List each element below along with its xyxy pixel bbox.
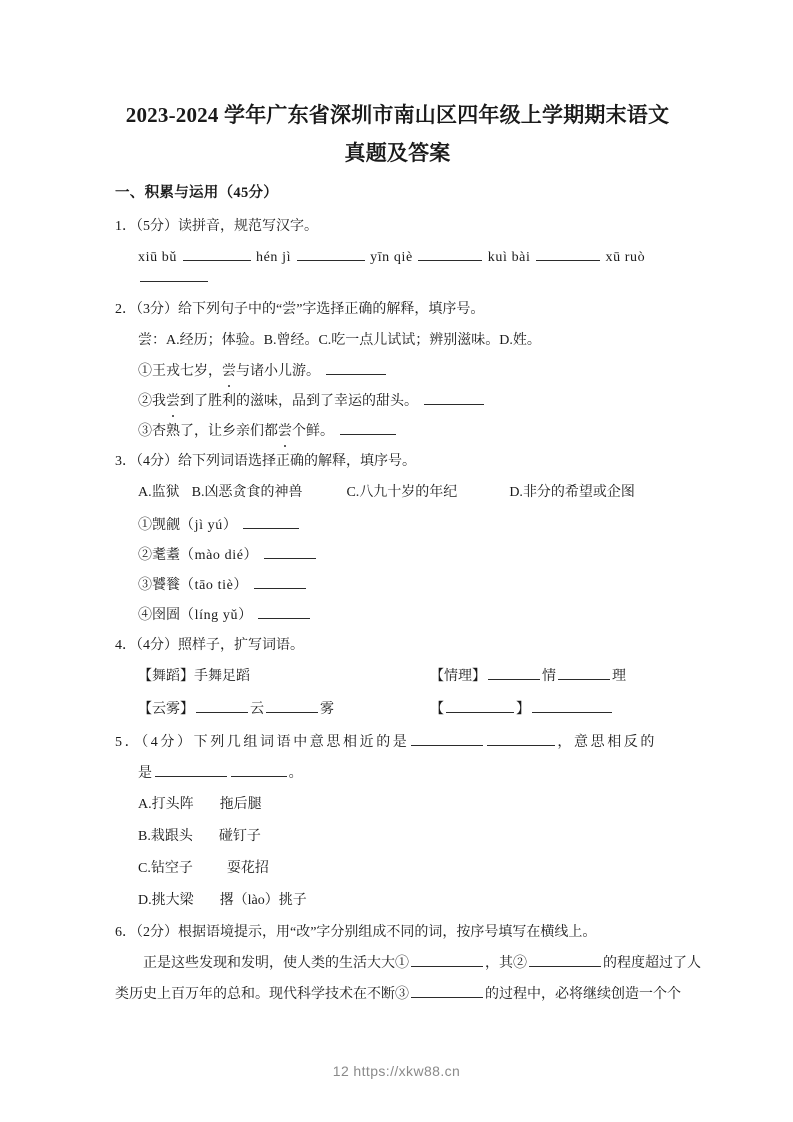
answer-blank[interactable]	[418, 247, 482, 261]
bracket-close: 】	[516, 702, 530, 717]
question-3-item-4	[115, 605, 681, 626]
section-heading: 一、积累与运用（45分）	[115, 185, 279, 201]
question-5-option-b[interactable]	[115, 826, 681, 847]
item-marker: ③	[138, 578, 152, 593]
answer-blank[interactable]	[196, 699, 248, 713]
word-bracket-label: 【情理】	[430, 669, 486, 684]
item-text-pre: 杏熟了，让乡亲们都	[152, 424, 278, 439]
answer-blank[interactable]	[411, 732, 483, 746]
answer-blank[interactable]	[487, 732, 555, 746]
question-3-item-2	[115, 545, 681, 566]
item-text-post: 与诸小儿游。	[236, 364, 320, 379]
item-word: 饕餮	[152, 578, 180, 593]
option-word-2: 耍花招	[226, 861, 269, 876]
question-5-stem-text-d: 。	[288, 766, 304, 781]
word-fixed-char: 情	[542, 669, 556, 684]
question-4-row-1-right	[430, 666, 681, 687]
pinyin-xu-ruo: xū ruò	[605, 250, 646, 265]
item-pinyin: （mào dié）	[180, 548, 259, 563]
question-3-item-1	[115, 515, 681, 536]
option-key-b: B.	[191, 485, 205, 500]
item-pinyin: （líng yǔ）	[180, 608, 253, 623]
word-example: 手舞足蹈	[194, 669, 250, 684]
question-2-item-1	[115, 361, 681, 382]
question-1	[115, 216, 681, 289]
title-line-1: 2023-2024 学年广东省深圳市南山区四年级上学期期末语文	[125, 103, 670, 127]
answer-blank[interactable]	[424, 391, 484, 405]
answer-blank[interactable]	[529, 953, 601, 967]
question-5-stem-line-1	[115, 732, 681, 753]
item-pinyin: （jì yú）	[180, 518, 238, 533]
question-2	[115, 299, 681, 442]
answer-blank[interactable]	[326, 361, 386, 375]
bracket-open: 【	[430, 702, 444, 717]
option-text-c: 八九十岁的年纪	[359, 485, 458, 500]
answer-blank[interactable]	[231, 763, 287, 777]
item-marker: ②	[138, 548, 152, 563]
answer-blank[interactable]	[488, 666, 540, 680]
option-key: A.	[138, 797, 152, 812]
option-key-c: C.	[346, 485, 360, 500]
answer-blank[interactable]	[340, 421, 396, 435]
pinyin-yin-qie: yīn qiè	[370, 250, 413, 265]
item-marker: ③	[138, 424, 152, 439]
option-key: D.	[138, 893, 152, 908]
word-bracket-label: 【舞蹈】	[138, 669, 194, 684]
word-fixed-char: 云	[250, 702, 264, 717]
item-word: 囹圄	[152, 608, 180, 623]
answer-blank[interactable]	[411, 953, 483, 967]
question-5-option-a[interactable]	[115, 794, 681, 815]
question-6-text-e: 的过程中，必将继续创造一个个	[485, 987, 681, 1002]
option-word-1: 栽跟头	[150, 829, 193, 844]
item-text-post: 个鲜。	[292, 424, 334, 439]
question-4-stem: 4．（4分）照样子，扩写词语。	[115, 638, 304, 653]
pinyin-kui-bai: kuì bài	[487, 250, 531, 265]
question-6-body-line-2	[115, 984, 681, 1005]
option-word-1: 钻空子	[150, 861, 193, 876]
option-text-a: 监狱	[151, 485, 180, 500]
question-6	[115, 922, 701, 1005]
question-3-item-3	[115, 575, 681, 596]
question-4-row-2	[115, 699, 681, 720]
option-word-2: 拖后腿	[219, 797, 262, 812]
answer-blank[interactable]	[446, 699, 514, 713]
question-2-item-2	[115, 391, 681, 412]
item-pinyin: （tāo tiè）	[180, 578, 248, 593]
document-content	[115, 182, 701, 1015]
item-marker: ②	[138, 394, 152, 409]
item-word: 觊觎	[152, 518, 180, 533]
question-5-stem-text-b: ，意思相反的	[557, 735, 658, 750]
option-key-d: D.	[509, 485, 523, 500]
item-word: 耄耋	[152, 548, 180, 563]
option-word-1: 挑大梁	[151, 893, 194, 908]
question-2-definitions: 尝：A.经历；体验。B.曾经。C.吃一点儿试试；辨别滋味。D.姓。	[138, 333, 541, 348]
pinyin-hen-ji: hén jì	[256, 250, 292, 265]
option-text-b: 凶恶贪食的神兽	[204, 485, 303, 500]
question-4	[115, 635, 681, 720]
answer-blank[interactable]	[258, 605, 310, 619]
item-text-pre: 我	[152, 394, 166, 409]
option-text-d: 非分的希望或企图	[522, 485, 635, 500]
word-bracket-label: 【云雾】	[138, 702, 194, 717]
answer-blank[interactable]	[558, 666, 610, 680]
question-5-stem-text-c: 是	[138, 766, 153, 781]
word-fixed-char: 雾	[320, 702, 334, 717]
item-marker: ①	[138, 364, 152, 379]
question-2-stem: 2．（3分）给下列句子中的“尝”字选择正确的解释，填序号。	[115, 302, 485, 317]
option-key: B.	[138, 829, 151, 844]
emphasis-char: 尝	[166, 391, 180, 412]
emphasis-char: 尝	[222, 361, 236, 382]
answer-blank[interactable]	[254, 575, 306, 589]
question-6-stem: 6．（2分）根据语境提示，用“改”字分别组成不同的词，按序号填写在横线上。	[115, 925, 597, 940]
word-fixed-char: 理	[612, 669, 626, 684]
answer-blank[interactable]	[140, 268, 208, 282]
question-4-row-2-right	[430, 699, 681, 720]
question-2-item-3	[115, 421, 681, 442]
pinyin-xiu-bu: xiū bǔ	[138, 250, 177, 265]
question-1-pinyin-row	[115, 247, 681, 289]
question-5	[115, 732, 681, 911]
question-6-text-b: ，其②	[485, 956, 527, 971]
question-5-stem-line-2	[115, 763, 681, 784]
answer-blank[interactable]	[243, 515, 299, 529]
answer-blank[interactable]	[183, 247, 251, 261]
item-text-pre: 王戎七岁，	[152, 364, 222, 379]
emphasis-char: 尝	[278, 421, 292, 442]
option-word-2: 撂（lào）挑子	[219, 893, 307, 908]
item-marker: ④	[138, 608, 152, 623]
question-4-row-1-left	[138, 666, 430, 687]
option-key: C.	[138, 861, 151, 876]
answer-blank[interactable]	[297, 247, 365, 261]
item-text-post: 到了胜利的滋味，品到了幸运的甜头。	[180, 394, 418, 409]
answer-blank[interactable]	[155, 763, 227, 777]
question-1-stem: 1．（5分）读拼音，规范写汉字。	[115, 219, 318, 234]
question-6-text-d: 类历史上百万年的总和。现代科学技术在不断③	[115, 987, 409, 1002]
answer-blank[interactable]	[536, 247, 600, 261]
question-5-option-d[interactable]	[115, 890, 681, 911]
option-word-2: 碰钉子	[218, 829, 261, 844]
question-6-body-line-1	[115, 953, 701, 974]
title-line-2: 真题及答案	[344, 141, 451, 165]
answer-blank[interactable]	[266, 699, 318, 713]
answer-blank[interactable]	[532, 699, 612, 713]
footer-watermark: 12 https://xkw88.cn	[332, 1063, 461, 1079]
question-6-text-c: 的程度超过了人	[603, 956, 701, 971]
question-3-stem: 3．（4分）给下列词语选择正确的解释，填序号。	[115, 454, 416, 469]
item-marker: ①	[138, 518, 152, 533]
question-5-stem-text-a: 5．（4分）下列几组词语中意思相近的是	[115, 735, 410, 750]
question-3	[115, 451, 681, 626]
question-4-row-2-left	[138, 699, 430, 720]
page-title	[115, 96, 680, 172]
answer-blank[interactable]	[411, 984, 483, 998]
question-3-options	[115, 482, 681, 503]
question-6-text-a: 正是这些发现和发明，使人类的生活大大①	[143, 956, 409, 971]
answer-blank[interactable]	[264, 545, 316, 559]
question-5-option-c[interactable]	[115, 858, 681, 879]
question-4-row-1	[115, 666, 681, 687]
option-key-a: A.	[138, 485, 152, 500]
option-word-1: 打头阵	[151, 797, 194, 812]
